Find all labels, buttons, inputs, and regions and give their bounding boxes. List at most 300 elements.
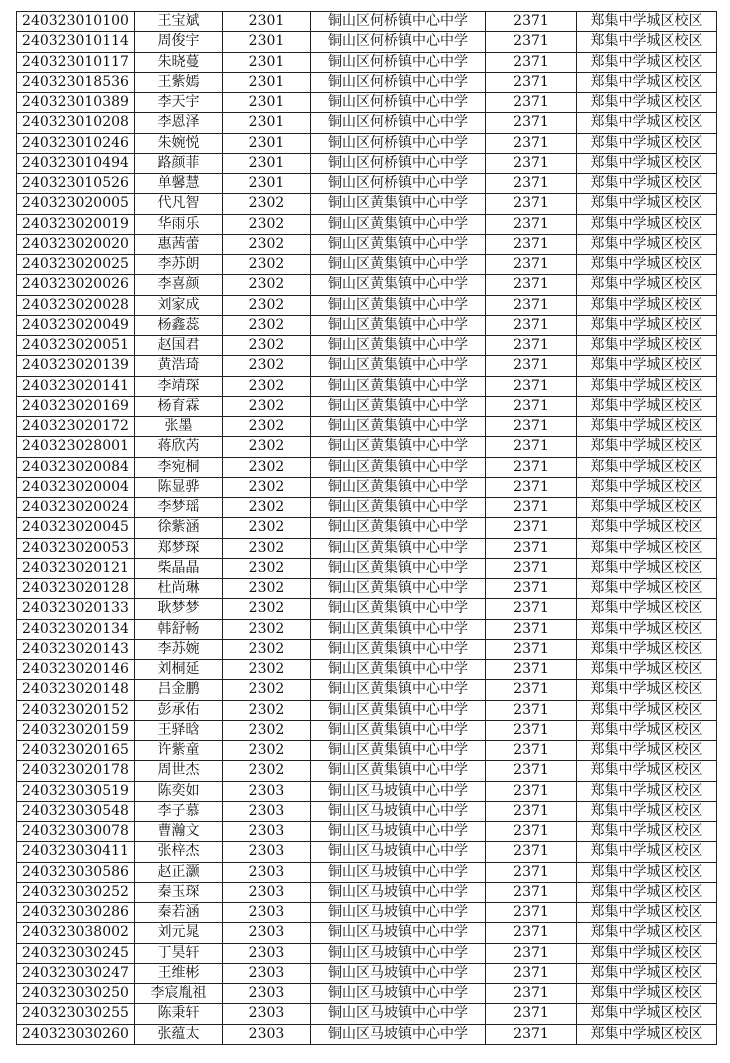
table-row xyxy=(17,1004,717,1024)
target-code-cell: 2371 xyxy=(486,579,577,599)
target-code-cell: 2371 xyxy=(486,518,577,538)
school-code-cell: 2301 xyxy=(223,12,311,32)
school-name-cell: 铜山区马坡镇中心中学 xyxy=(311,943,486,963)
school-name-cell: 铜山区黄集镇中心中学 xyxy=(311,315,486,335)
target-code-cell: 2371 xyxy=(486,741,577,761)
exam-id-cell: 240323020172 xyxy=(17,417,135,437)
exam-id-cell: 240323030519 xyxy=(17,781,135,801)
table-row xyxy=(17,984,717,1004)
school-name-cell: 铜山区黄集镇中心中学 xyxy=(311,234,486,254)
target-school-cell: 郑集中学城区校区 xyxy=(577,903,717,923)
school-code-cell: 2303 xyxy=(223,1024,311,1044)
exam-id-cell: 240323030260 xyxy=(17,1024,135,1044)
target-school-cell: 郑集中学城区校区 xyxy=(577,133,717,153)
table-row xyxy=(17,457,717,477)
school-code-cell: 2301 xyxy=(223,113,311,133)
target-code-cell: 2371 xyxy=(486,842,577,862)
target-code-cell: 2371 xyxy=(486,761,577,781)
target-code-cell: 2371 xyxy=(486,619,577,639)
school-name-cell: 铜山区马坡镇中心中学 xyxy=(311,801,486,821)
exam-id-cell: 240323010494 xyxy=(17,153,135,173)
school-name-cell: 铜山区黄集镇中心中学 xyxy=(311,700,486,720)
school-code-cell: 2302 xyxy=(223,518,311,538)
table-row xyxy=(17,801,717,821)
target-code-cell: 2371 xyxy=(486,153,577,173)
student-name-cell: 朱婉悦 xyxy=(135,133,223,153)
table-row xyxy=(17,680,717,700)
exam-id-cell: 240323030286 xyxy=(17,903,135,923)
student-name-cell: 杨鑫蕊 xyxy=(135,315,223,335)
table-row xyxy=(17,923,717,943)
target-code-cell: 2371 xyxy=(486,984,577,1004)
school-code-cell: 2302 xyxy=(223,558,311,578)
student-name-cell: 陈显骅 xyxy=(135,477,223,497)
school-name-cell: 铜山区马坡镇中心中学 xyxy=(311,862,486,882)
student-name-cell: 李恩泽 xyxy=(135,113,223,133)
student-name-cell: 韩舒畅 xyxy=(135,619,223,639)
target-code-cell: 2371 xyxy=(486,315,577,335)
exam-id-cell: 240323020141 xyxy=(17,376,135,396)
school-code-cell: 2302 xyxy=(223,457,311,477)
table-row xyxy=(17,579,717,599)
target-school-cell: 郑集中学城区校区 xyxy=(577,234,717,254)
student-name-cell: 朱晓蔓 xyxy=(135,52,223,72)
exam-id-cell: 240323038002 xyxy=(17,923,135,943)
target-code-cell: 2371 xyxy=(486,356,577,376)
student-name-cell: 刘元晁 xyxy=(135,923,223,943)
table-row xyxy=(17,822,717,842)
target-school-cell: 郑集中学城区校区 xyxy=(577,1004,717,1024)
school-code-cell: 2301 xyxy=(223,133,311,153)
target-code-cell: 2371 xyxy=(486,234,577,254)
exam-id-cell: 240323020169 xyxy=(17,396,135,416)
target-school-cell: 郑集中学城区校区 xyxy=(577,194,717,214)
table-row xyxy=(17,93,717,113)
exam-id-cell: 240323020026 xyxy=(17,275,135,295)
target-code-cell: 2371 xyxy=(486,255,577,275)
school-name-cell: 铜山区黄集镇中心中学 xyxy=(311,376,486,396)
school-code-cell: 2302 xyxy=(223,498,311,518)
table-row xyxy=(17,882,717,902)
school-code-cell: 2302 xyxy=(223,720,311,740)
target-school-cell: 郑集中学城区校区 xyxy=(577,315,717,335)
table-row xyxy=(17,174,717,194)
school-name-cell: 铜山区马坡镇中心中学 xyxy=(311,903,486,923)
school-name-cell: 铜山区黄集镇中心中学 xyxy=(311,558,486,578)
target-school-cell: 郑集中学城区校区 xyxy=(577,477,717,497)
school-code-cell: 2303 xyxy=(223,801,311,821)
target-code-cell: 2371 xyxy=(486,336,577,356)
target-school-cell: 郑集中学城区校区 xyxy=(577,943,717,963)
school-code-cell: 2302 xyxy=(223,255,311,275)
school-code-cell: 2303 xyxy=(223,842,311,862)
target-code-cell: 2371 xyxy=(486,882,577,902)
student-name-cell: 刘桐延 xyxy=(135,660,223,680)
student-name-cell: 蒋欣芮 xyxy=(135,437,223,457)
school-name-cell: 铜山区黄集镇中心中学 xyxy=(311,680,486,700)
exam-id-cell: 240323030548 xyxy=(17,801,135,821)
table-row xyxy=(17,194,717,214)
target-school-cell: 郑集中学城区校区 xyxy=(577,32,717,52)
school-name-cell: 铜山区黄集镇中心中学 xyxy=(311,336,486,356)
school-name-cell: 铜山区黄集镇中心中学 xyxy=(311,255,486,275)
school-code-cell: 2302 xyxy=(223,700,311,720)
target-code-cell: 2371 xyxy=(486,720,577,740)
school-code-cell: 2302 xyxy=(223,315,311,335)
student-name-cell: 李梦瑶 xyxy=(135,498,223,518)
student-name-cell: 柴晶晶 xyxy=(135,558,223,578)
school-code-cell: 2302 xyxy=(223,538,311,558)
school-code-cell: 2303 xyxy=(223,862,311,882)
school-code-cell: 2301 xyxy=(223,174,311,194)
school-code-cell: 2303 xyxy=(223,903,311,923)
target-code-cell: 2371 xyxy=(486,396,577,416)
school-name-cell: 铜山区黄集镇中心中学 xyxy=(311,741,486,761)
table-row xyxy=(17,943,717,963)
school-name-cell: 铜山区何桥镇中心中学 xyxy=(311,113,486,133)
target-code-cell: 2371 xyxy=(486,477,577,497)
target-code-cell: 2371 xyxy=(486,133,577,153)
exam-id-cell: 240323010208 xyxy=(17,113,135,133)
school-code-cell: 2302 xyxy=(223,336,311,356)
target-code-cell: 2371 xyxy=(486,943,577,963)
exam-id-cell: 240323020148 xyxy=(17,680,135,700)
school-code-cell: 2303 xyxy=(223,882,311,902)
exam-id-cell: 240323010526 xyxy=(17,174,135,194)
target-school-cell: 郑集中学城区校区 xyxy=(577,52,717,72)
target-code-cell: 2371 xyxy=(486,52,577,72)
school-code-cell: 2303 xyxy=(223,963,311,983)
exam-id-cell: 240323020024 xyxy=(17,498,135,518)
student-name-cell: 李苏朗 xyxy=(135,255,223,275)
table-row xyxy=(17,477,717,497)
student-name-cell: 王宝斌 xyxy=(135,12,223,32)
target-school-cell: 郑集中学城区校区 xyxy=(577,963,717,983)
student-name-cell: 张蕴太 xyxy=(135,1024,223,1044)
student-name-cell: 王维彬 xyxy=(135,963,223,983)
target-school-cell: 郑集中学城区校区 xyxy=(577,417,717,437)
target-code-cell: 2371 xyxy=(486,376,577,396)
student-name-cell: 周世杰 xyxy=(135,761,223,781)
target-code-cell: 2371 xyxy=(486,275,577,295)
target-school-cell: 郑集中学城区校区 xyxy=(577,518,717,538)
school-name-cell: 铜山区黄集镇中心中学 xyxy=(311,660,486,680)
school-code-cell: 2302 xyxy=(223,639,311,659)
target-school-cell: 郑集中学城区校区 xyxy=(577,984,717,1004)
student-name-cell: 丁昊轩 xyxy=(135,943,223,963)
exam-id-cell: 240323030252 xyxy=(17,882,135,902)
school-code-cell: 2302 xyxy=(223,417,311,437)
student-name-cell: 彭承佑 xyxy=(135,700,223,720)
school-name-cell: 铜山区黄集镇中心中学 xyxy=(311,295,486,315)
table-row xyxy=(17,963,717,983)
target-code-cell: 2371 xyxy=(486,498,577,518)
exam-id-cell: 240323020084 xyxy=(17,457,135,477)
table-row xyxy=(17,903,717,923)
target-code-cell: 2371 xyxy=(486,457,577,477)
target-school-cell: 郑集中学城区校区 xyxy=(577,862,717,882)
exam-id-cell: 240323030247 xyxy=(17,963,135,983)
exam-id-cell: 240323020128 xyxy=(17,579,135,599)
target-code-cell: 2371 xyxy=(486,12,577,32)
exam-id-cell: 240323030078 xyxy=(17,822,135,842)
school-name-cell: 铜山区黄集镇中心中学 xyxy=(311,356,486,376)
student-name-cell: 李靖琛 xyxy=(135,376,223,396)
school-name-cell: 铜山区黄集镇中心中学 xyxy=(311,498,486,518)
target-code-cell: 2371 xyxy=(486,1004,577,1024)
target-school-cell: 郑集中学城区校区 xyxy=(577,356,717,376)
target-code-cell: 2371 xyxy=(486,93,577,113)
school-code-cell: 2302 xyxy=(223,295,311,315)
school-name-cell: 铜山区何桥镇中心中学 xyxy=(311,153,486,173)
school-name-cell: 铜山区黄集镇中心中学 xyxy=(311,518,486,538)
school-name-cell: 铜山区马坡镇中心中学 xyxy=(311,842,486,862)
school-code-cell: 2301 xyxy=(223,153,311,173)
student-name-cell: 赵国君 xyxy=(135,336,223,356)
table-row xyxy=(17,133,717,153)
table-row xyxy=(17,498,717,518)
table-row xyxy=(17,275,717,295)
target-school-cell: 郑集中学城区校区 xyxy=(577,538,717,558)
school-code-cell: 2302 xyxy=(223,599,311,619)
target-code-cell: 2371 xyxy=(486,862,577,882)
student-name-cell: 秦若涵 xyxy=(135,903,223,923)
student-name-cell: 郑梦琛 xyxy=(135,538,223,558)
exam-id-cell: 240323010389 xyxy=(17,93,135,113)
target-school-cell: 郑集中学城区校区 xyxy=(577,72,717,92)
target-code-cell: 2371 xyxy=(486,1024,577,1044)
student-name-cell: 徐紫涵 xyxy=(135,518,223,538)
exam-id-cell: 240323010117 xyxy=(17,52,135,72)
table-row xyxy=(17,32,717,52)
school-code-cell: 2303 xyxy=(223,781,311,801)
target-school-cell: 郑集中学城区校区 xyxy=(577,882,717,902)
target-code-cell: 2371 xyxy=(486,214,577,234)
school-name-cell: 铜山区马坡镇中心中学 xyxy=(311,1004,486,1024)
target-school-cell: 郑集中学城区校区 xyxy=(577,93,717,113)
exam-id-cell: 240323030586 xyxy=(17,862,135,882)
table-row xyxy=(17,518,717,538)
school-code-cell: 2303 xyxy=(223,923,311,943)
target-school-cell: 郑集中学城区校区 xyxy=(577,255,717,275)
table-row xyxy=(17,255,717,275)
school-name-cell: 铜山区何桥镇中心中学 xyxy=(311,52,486,72)
target-school-cell: 郑集中学城区校区 xyxy=(577,1024,717,1044)
table-row xyxy=(17,295,717,315)
school-code-cell: 2302 xyxy=(223,214,311,234)
exam-id-cell: 240323020133 xyxy=(17,599,135,619)
target-code-cell: 2371 xyxy=(486,113,577,133)
table-row xyxy=(17,538,717,558)
target-school-cell: 郑集中学城区校区 xyxy=(577,720,717,740)
exam-id-cell: 240323020121 xyxy=(17,558,135,578)
table-row xyxy=(17,376,717,396)
exam-id-cell: 240323020025 xyxy=(17,255,135,275)
exam-id-cell: 240323020028 xyxy=(17,295,135,315)
exam-id-cell: 240323020139 xyxy=(17,356,135,376)
school-code-cell: 2302 xyxy=(223,396,311,416)
school-code-cell: 2301 xyxy=(223,72,311,92)
table-row xyxy=(17,153,717,173)
student-name-cell: 李宸胤祖 xyxy=(135,984,223,1004)
student-name-cell: 刘家成 xyxy=(135,295,223,315)
school-code-cell: 2303 xyxy=(223,1004,311,1024)
exam-id-cell: 240323010100 xyxy=(17,12,135,32)
target-school-cell: 郑集中学城区校区 xyxy=(577,761,717,781)
table-row xyxy=(17,639,717,659)
student-name-cell: 杜尚琳 xyxy=(135,579,223,599)
target-code-cell: 2371 xyxy=(486,558,577,578)
school-name-cell: 铜山区马坡镇中心中学 xyxy=(311,882,486,902)
target-school-cell: 郑集中学城区校区 xyxy=(577,801,717,821)
student-name-cell: 陈奕如 xyxy=(135,781,223,801)
school-code-cell: 2302 xyxy=(223,680,311,700)
target-school-cell: 郑集中学城区校区 xyxy=(577,680,717,700)
school-name-cell: 铜山区马坡镇中心中学 xyxy=(311,923,486,943)
target-school-cell: 郑集中学城区校区 xyxy=(577,741,717,761)
target-school-cell: 郑集中学城区校区 xyxy=(577,275,717,295)
student-name-cell: 张墨 xyxy=(135,417,223,437)
exam-id-cell: 240323010246 xyxy=(17,133,135,153)
target-code-cell: 2371 xyxy=(486,801,577,821)
table-row xyxy=(17,660,717,680)
student-name-cell: 李苏婉 xyxy=(135,639,223,659)
exam-id-cell: 240323020053 xyxy=(17,538,135,558)
exam-id-cell: 240323030250 xyxy=(17,984,135,1004)
school-name-cell: 铜山区何桥镇中心中学 xyxy=(311,32,486,52)
target-school-cell: 郑集中学城区校区 xyxy=(577,376,717,396)
school-name-cell: 铜山区黄集镇中心中学 xyxy=(311,477,486,497)
exam-id-cell: 240323020004 xyxy=(17,477,135,497)
table-row xyxy=(17,214,717,234)
school-name-cell: 铜山区何桥镇中心中学 xyxy=(311,93,486,113)
target-school-cell: 郑集中学城区校区 xyxy=(577,437,717,457)
student-name-cell: 代凡智 xyxy=(135,194,223,214)
target-code-cell: 2371 xyxy=(486,923,577,943)
target-school-cell: 郑集中学城区校区 xyxy=(577,396,717,416)
target-school-cell: 郑集中学城区校区 xyxy=(577,579,717,599)
target-code-cell: 2371 xyxy=(486,437,577,457)
target-code-cell: 2371 xyxy=(486,903,577,923)
school-code-cell: 2302 xyxy=(223,660,311,680)
table-row xyxy=(17,720,717,740)
target-code-cell: 2371 xyxy=(486,963,577,983)
student-name-cell: 路颜菲 xyxy=(135,153,223,173)
target-school-cell: 郑集中学城区校区 xyxy=(577,174,717,194)
school-code-cell: 2303 xyxy=(223,943,311,963)
school-code-cell: 2302 xyxy=(223,376,311,396)
table-row xyxy=(17,52,717,72)
target-school-cell: 郑集中学城区校区 xyxy=(577,639,717,659)
student-name-cell: 王紫嫣 xyxy=(135,72,223,92)
school-code-cell: 2301 xyxy=(223,93,311,113)
exam-id-cell: 240323020152 xyxy=(17,700,135,720)
school-name-cell: 铜山区马坡镇中心中学 xyxy=(311,984,486,1004)
student-name-cell: 黄浩琦 xyxy=(135,356,223,376)
table-row xyxy=(17,437,717,457)
target-code-cell: 2371 xyxy=(486,599,577,619)
school-name-cell: 铜山区何桥镇中心中学 xyxy=(311,174,486,194)
school-name-cell: 铜山区黄集镇中心中学 xyxy=(311,396,486,416)
student-name-cell: 李天宇 xyxy=(135,93,223,113)
table-row xyxy=(17,741,717,761)
table-row xyxy=(17,700,717,720)
table-row xyxy=(17,315,717,335)
student-name-cell: 耿梦梦 xyxy=(135,599,223,619)
target-code-cell: 2371 xyxy=(486,538,577,558)
school-code-cell: 2302 xyxy=(223,275,311,295)
student-name-cell: 李宛桐 xyxy=(135,457,223,477)
school-name-cell: 铜山区黄集镇中心中学 xyxy=(311,437,486,457)
exam-id-cell: 240323020165 xyxy=(17,741,135,761)
target-code-cell: 2371 xyxy=(486,700,577,720)
target-school-cell: 郑集中学城区校区 xyxy=(577,12,717,32)
table-row xyxy=(17,558,717,578)
table-row xyxy=(17,356,717,376)
student-name-cell: 赵正灏 xyxy=(135,862,223,882)
target-school-cell: 郑集中学城区校区 xyxy=(577,822,717,842)
exam-id-cell: 240323020020 xyxy=(17,234,135,254)
admission-list-table xyxy=(16,11,717,1045)
school-name-cell: 铜山区黄集镇中心中学 xyxy=(311,720,486,740)
school-name-cell: 铜山区黄集镇中心中学 xyxy=(311,599,486,619)
school-name-cell: 铜山区马坡镇中心中学 xyxy=(311,822,486,842)
exam-id-cell: 240323028001 xyxy=(17,437,135,457)
school-name-cell: 铜山区黄集镇中心中学 xyxy=(311,194,486,214)
student-name-cell: 杨育霖 xyxy=(135,396,223,416)
table-row xyxy=(17,396,717,416)
table-row xyxy=(17,761,717,781)
student-name-cell: 秦玉琛 xyxy=(135,882,223,902)
school-code-cell: 2302 xyxy=(223,356,311,376)
table-row xyxy=(17,12,717,32)
target-code-cell: 2371 xyxy=(486,32,577,52)
school-name-cell: 铜山区马坡镇中心中学 xyxy=(311,1024,486,1044)
table-row xyxy=(17,862,717,882)
student-name-cell: 张梓杰 xyxy=(135,842,223,862)
school-code-cell: 2301 xyxy=(223,52,311,72)
target-school-cell: 郑集中学城区校区 xyxy=(577,923,717,943)
exam-id-cell: 240323020049 xyxy=(17,315,135,335)
target-code-cell: 2371 xyxy=(486,660,577,680)
exam-id-cell: 240323020005 xyxy=(17,194,135,214)
student-name-cell: 吕金鹏 xyxy=(135,680,223,700)
exam-id-cell: 240323020143 xyxy=(17,639,135,659)
table-row xyxy=(17,113,717,133)
target-school-cell: 郑集中学城区校区 xyxy=(577,113,717,133)
table-body xyxy=(17,12,717,1045)
table-row xyxy=(17,417,717,437)
school-code-cell: 2301 xyxy=(223,32,311,52)
table-row xyxy=(17,599,717,619)
school-name-cell: 铜山区马坡镇中心中学 xyxy=(311,963,486,983)
target-code-cell: 2371 xyxy=(486,295,577,315)
table-row xyxy=(17,1024,717,1044)
school-name-cell: 铜山区黄集镇中心中学 xyxy=(311,639,486,659)
school-name-cell: 铜山区何桥镇中心中学 xyxy=(311,72,486,92)
target-school-cell: 郑集中学城区校区 xyxy=(577,153,717,173)
target-school-cell: 郑集中学城区校区 xyxy=(577,558,717,578)
target-code-cell: 2371 xyxy=(486,822,577,842)
exam-id-cell: 240323010114 xyxy=(17,32,135,52)
school-name-cell: 铜山区黄集镇中心中学 xyxy=(311,538,486,558)
target-school-cell: 郑集中学城区校区 xyxy=(577,498,717,518)
target-code-cell: 2371 xyxy=(486,72,577,92)
target-school-cell: 郑集中学城区校区 xyxy=(577,842,717,862)
target-code-cell: 2371 xyxy=(486,639,577,659)
target-code-cell: 2371 xyxy=(486,174,577,194)
school-code-cell: 2302 xyxy=(223,741,311,761)
